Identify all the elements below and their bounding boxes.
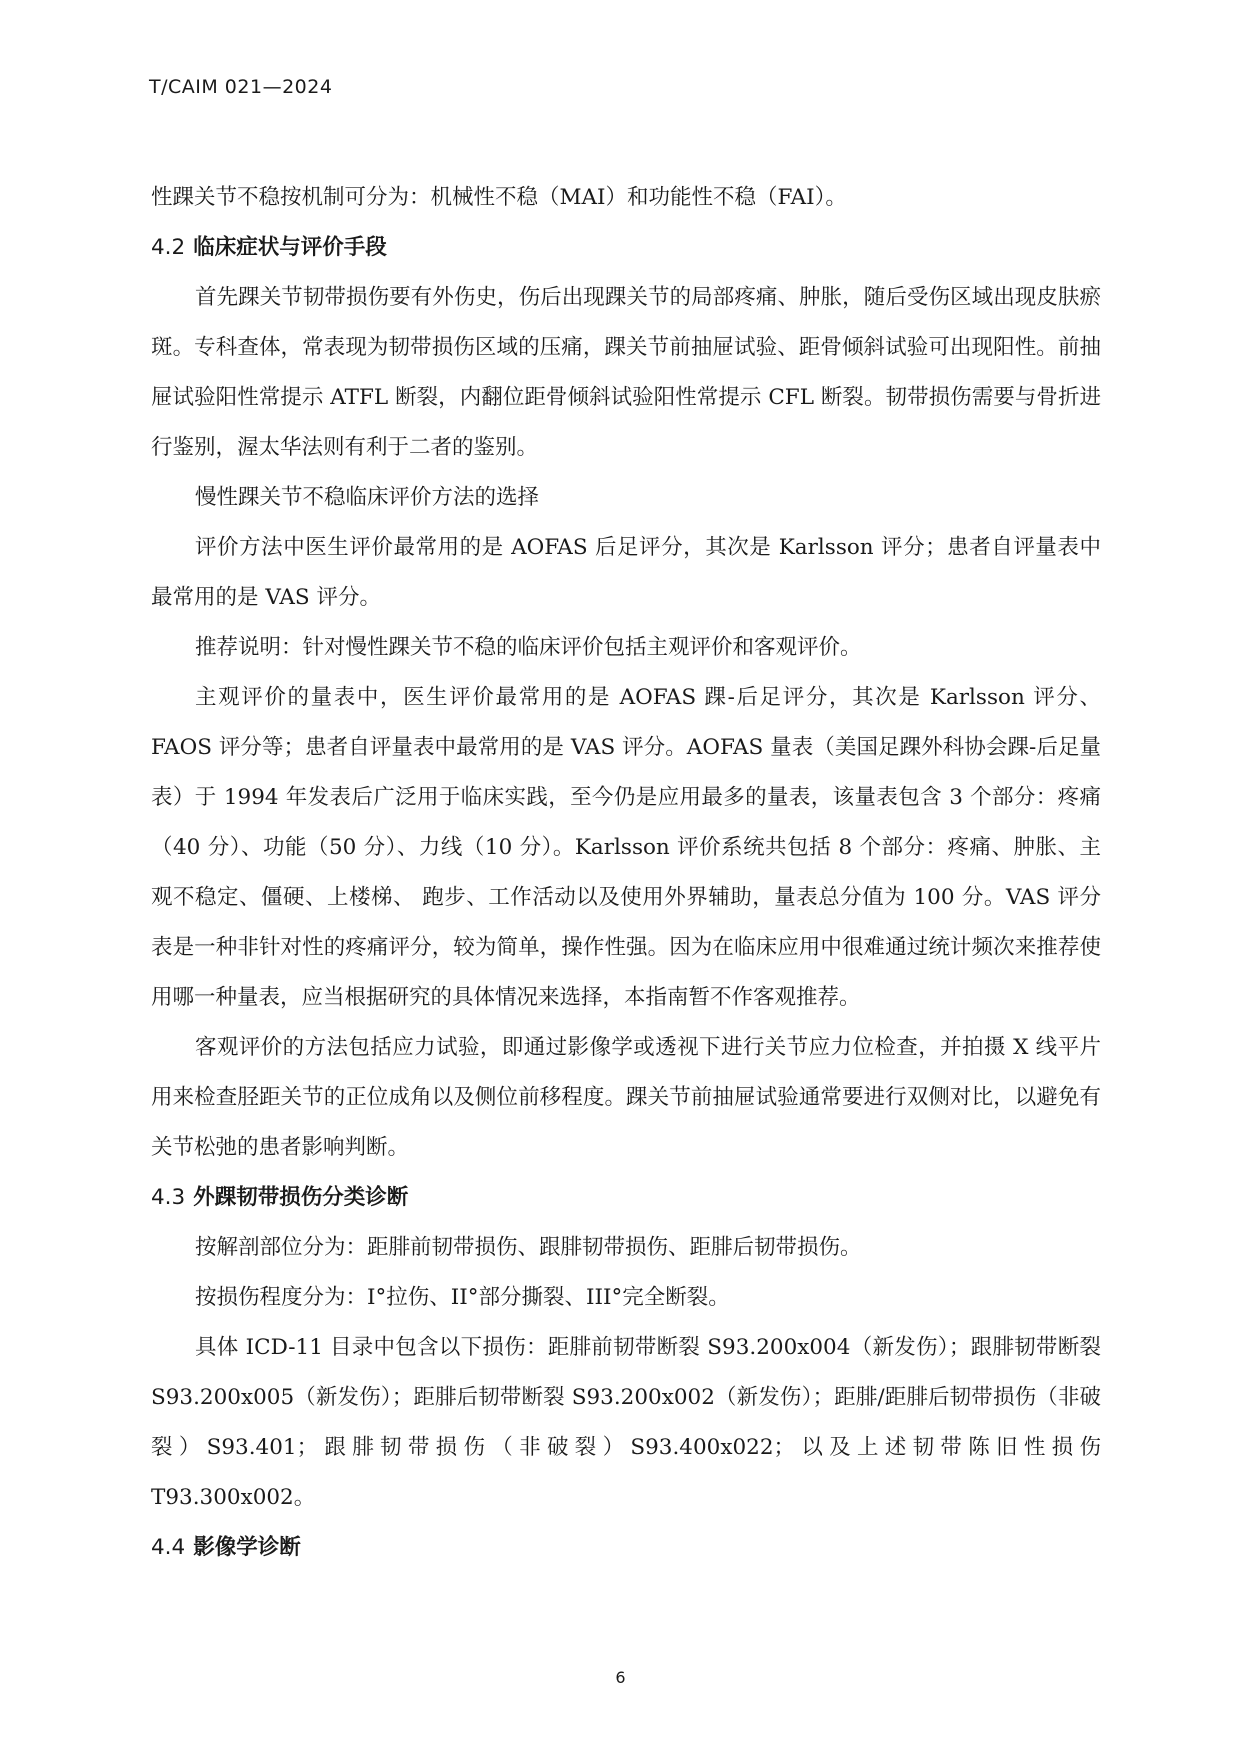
- paragraph: 按损伤程度分为：I°拉伤、II°部分撕裂、III°完全断裂。: [195, 1285, 730, 1310]
- paragraph: 首先踝关节韧带损伤要有外伤史，伤后出现踝关节的局部疼痛、肿胀，随后受伤区域出现皮肤瘀斑。专科查体，常表现为韧带损伤区域的压痛，踝关节前抽屉试验、距骨倾斜试验可出现阳性。前抽屉试验阳性常提示 ATFL 断裂，内翻位距骨倾斜试验阳性常提示 CFL 断裂。韧带损伤需要与骨折进行鉴别，渥太华法则有利于二者的鉴别。: [151, 285, 1101, 460]
- paragraph: 慢性踝关节不稳临床评价方法的选择: [195, 485, 540, 510]
- section-title: 临床症状与评价手段: [193, 235, 387, 260]
- section-number: 4.4: [151, 1535, 186, 1560]
- document-body: [151, 173, 1101, 1573]
- section-heading-4-2: [151, 223, 1101, 273]
- section-title: 外踝韧带损伤分类诊断: [193, 1185, 409, 1210]
- section-heading-4-4: [151, 1523, 1101, 1573]
- paragraph: 具体 ICD-11 目录中包含以下损伤：距腓前韧带断裂 S93.200x004（新发伤）；跟腓韧带断裂 S93.200x005（新发伤）；距腓后韧带断裂 S93.200x002（新发伤）；距腓/距腓后韧带损伤（非破裂）S93.401；跟腓韧带损伤（非破裂）S93.400x022；以及上述韧带陈旧性损伤 T93.300x002。: [151, 1335, 1101, 1510]
- paragraph: 客观评价的方法包括应力试验，即通过影像学或透视下进行关节应力位检查，并拍摄 X 线平片用来检查胫距关节的正位成角以及侧位前移程度。踝关节前抽屉试验通常要进行双侧对比，以避免有关节松弛的患者影响判断。: [151, 1035, 1101, 1160]
- paragraph: 主观评价的量表中，医生评价最常用的是 AOFAS 踝-后足评分，其次是 Karlsson 评分、FAOS 评分等；患者自评量表中最常用的是 VAS 评分。AOFAS 量表（美国足踝外科协会踝-后足量表）于 1994 年发表后广泛用于临床实践，至今仍是应用最多的量表，该量表包含 3 个部分：疼痛（40 分）、功能（50 分）、力线（10 分）。Karlsson 评价系统共包括 8 个部分：疼痛、肿胀、主观不稳定、僵硬、上楼梯、 跑步、工作活动以及使用外界辅助，量表总分值为 100 分。VAS 评分表是一种非针对性的疼痛评分，较为简单，操作性强。因为在临床应用中很难通过统计频次来推荐使用哪一种量表，应当根据研究的具体情况来选择，本指南暂不作客观推荐。: [151, 685, 1101, 1010]
- paragraph-intro: 性踝关节不稳按机制可分为：机械性不稳（MAI）和功能性不稳（FAI）。: [151, 185, 847, 210]
- paragraph: 按解剖部位分为：距腓前韧带损伤、跟腓韧带损伤、距腓后韧带损伤。: [195, 1235, 862, 1260]
- section-title: 影像学诊断: [193, 1535, 301, 1560]
- document-code: T/CAIM 021—2024: [149, 76, 333, 98]
- section-number: 4.2: [151, 235, 186, 260]
- paragraph: 推荐说明：针对慢性踝关节不稳的临床评价包括主观评价和客观评价。: [195, 635, 862, 660]
- page-number: 6: [615, 1668, 626, 1687]
- section-heading-4-3: [151, 1173, 1101, 1223]
- section-number: 4.3: [151, 1185, 186, 1210]
- paragraph: 评价方法中医生评价最常用的是 AOFAS 后足评分，其次是 Karlsson 评分；患者自评量表中最常用的是 VAS 评分。: [151, 535, 1101, 610]
